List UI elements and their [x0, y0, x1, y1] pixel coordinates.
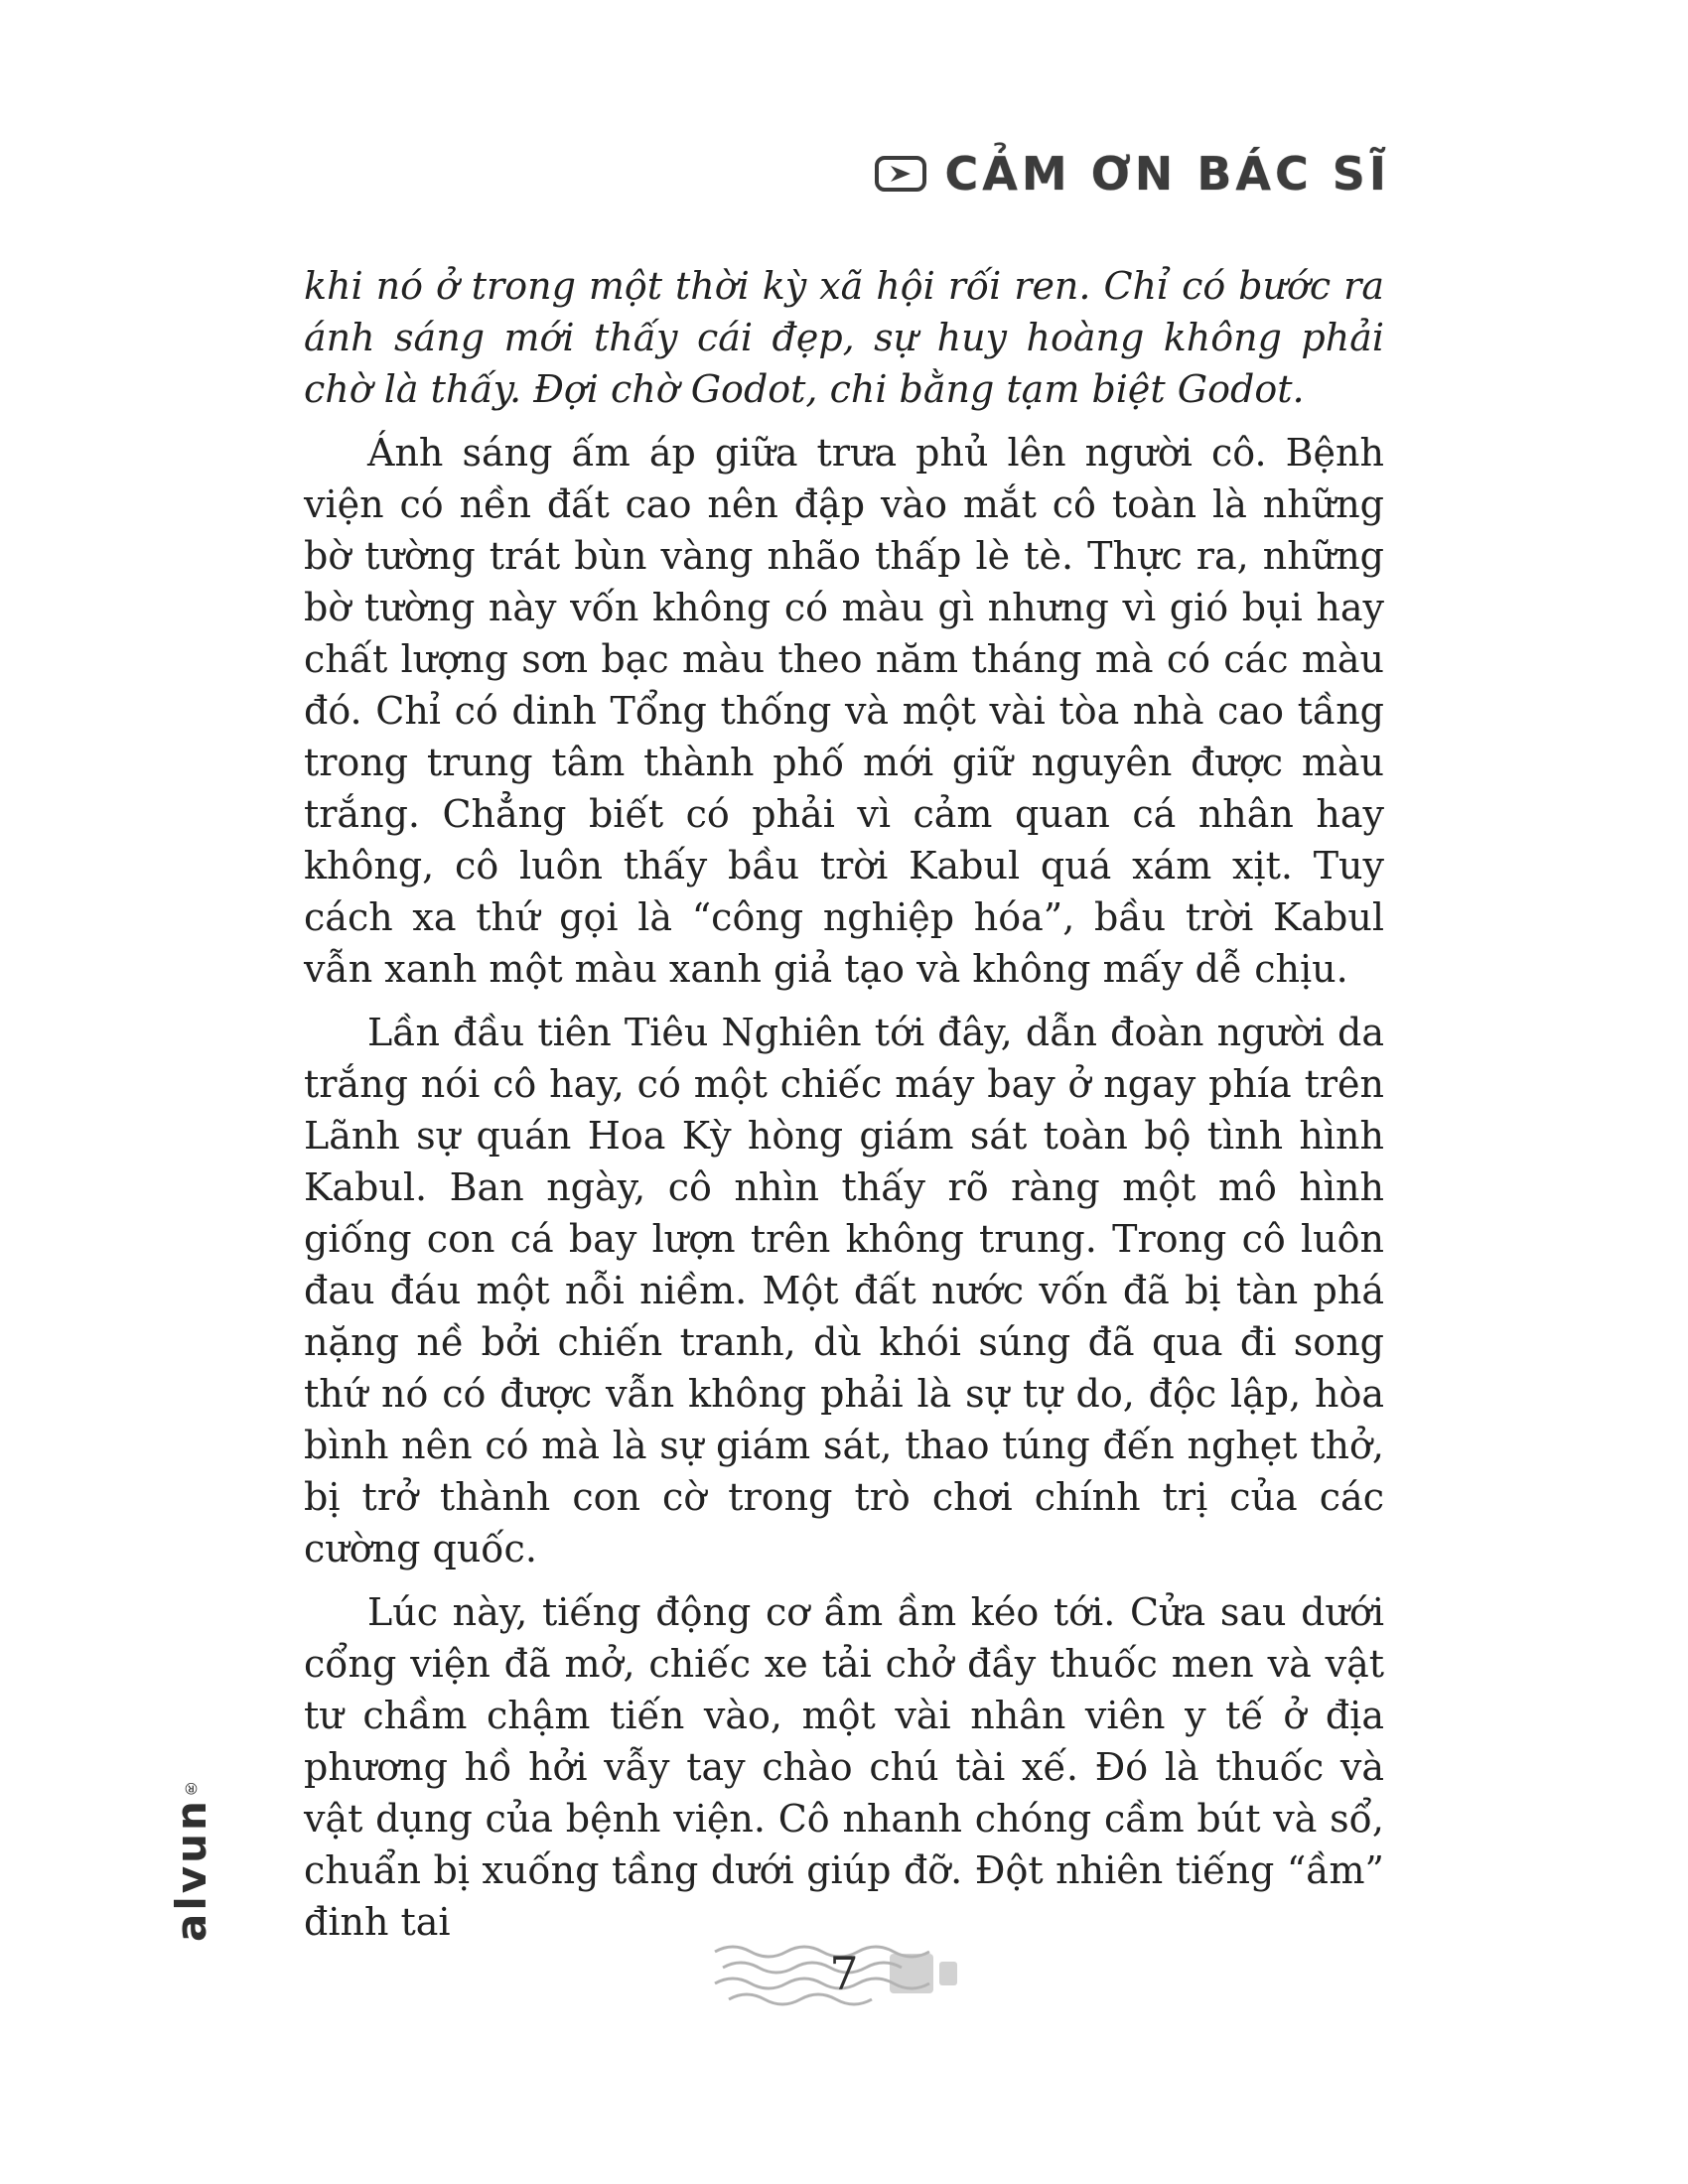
- text-block: [304, 260, 1384, 1960]
- paragraph: Ánh sáng ấm áp giữa trưa phủ lên người cô. Bệnh viện có nền đất cao nên đập vào mắt cô toàn là những bờ tường trát bùn vàng nhão thấp lè tè. Thực ra, những bờ tường này vốn không có màu gì nhưng vì gió bụi hay chất lượng sơn bạc màu theo năm tháng mà có các màu đó. Chỉ có dinh Tổng thống và một vài tòa nhà cao tầng trong trung tâm thành phố mới giữ nguyên được màu trắng. Chẳng biết có phải vì cảm quan cá nhân hay không, cô luôn thấy bầu trời Kabul quá xám xịt. Tuy cách xa thứ gọi là “công nghiệp hóa”, bầu trời Kabul vẫn xanh một màu xanh giả tạo và không mấy dễ chịu.: [304, 431, 1384, 991]
- paragraph: Lần đầu tiên Tiêu Nghiên tới đây, dẫn đoàn người da trắng nói cô hay, có một chiếc máy bay ở ngay phía trên Lãnh sự quán Hoa Kỳ hòng giám sát toàn bộ tình hình Kabul. Ban ngày, cô nhìn thấy rõ ràng một mô hình giống con cá bay lượn trên không trung. Trong cô luôn đau đáu một nỗi niềm. Một đất nước vốn đã bị tàn phá nặng nề bởi chiến tranh, dù khói súng đã qua đi song thứ nó có được vẫn không phải là sự tự do, độc lập, hòa bình nên có mà là sự giám sát, thao túng đến nghẹt thở, bị trở thành con cờ trong trò chơi chính trị của các cường quốc.: [304, 1011, 1384, 1570]
- page-header-title: CẢM ƠN BÁC SĨ: [944, 147, 1390, 201]
- paragraph: khi nó ở trong một thời kỳ xã hội rối ren. Chỉ có bước ra ánh sáng mới thấy cái đẹp, sự huy hoàng không phải chờ là thấy. Đợi chờ Godot, chi bằng tạm biệt Godot.: [304, 264, 1384, 411]
- page-header: [875, 147, 1390, 201]
- publisher-logo: [167, 1743, 215, 1942]
- paper-plane-stamp-icon: [875, 154, 926, 194]
- footer-postmark: [695, 1914, 993, 2033]
- page-number: 7: [829, 1947, 859, 2000]
- paragraph: Lúc này, tiếng động cơ ầm ầm kéo tới. Cửa sau dưới cổng viện đã mở, chiếc xe tải chở đầy thuốc men và vật tư chầm chậm tiến vào, một vài nhân viên y tế ở địa phương hồ hởi vẫy tay chào chú tài xế. Đó là thuốc và vật dụng của bệnh viện. Cô nhanh chóng cầm bút và sổ, chuẩn bị xuống tầng dưới giúp đỡ. Đột nhiên tiếng “ầm” đinh tai: [304, 1590, 1384, 1944]
- publisher-logo-text: alvun: [167, 1798, 215, 1942]
- registered-mark: ®: [182, 1776, 201, 1799]
